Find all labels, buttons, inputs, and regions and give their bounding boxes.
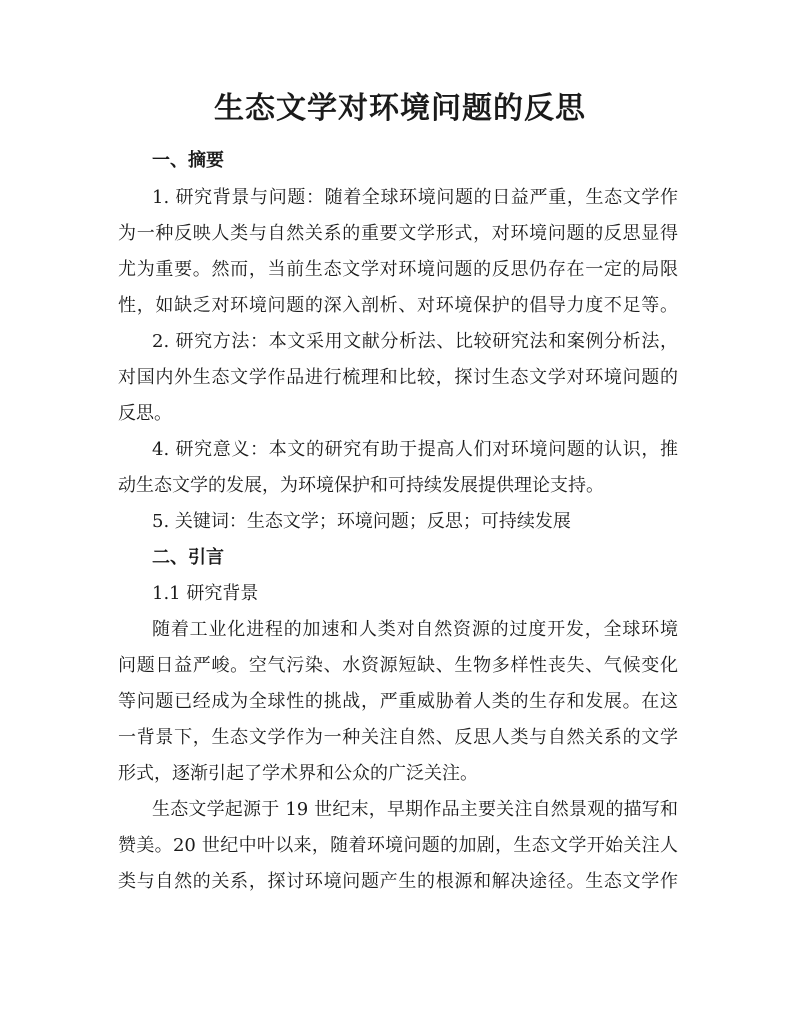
paragraph-line: 4. 研究意义：本文的研究有助于提高人们对环境问题的认识，推 — [152, 439, 678, 460]
paragraph-line: 2. 研究方法：本文采用文献分析法、比较研究法和案例分析法， — [152, 331, 678, 352]
paragraph-line: 一背景下，生态文学作为一种关注自然、反思人类与自然关系的文学 — [118, 727, 678, 748]
paragraph-line: 1. 研究背景与问题：随着全球环境问题的日益严重，生态文学作 — [152, 187, 678, 208]
paragraph-line: 性，如缺乏对环境问题的深入剖析、对环境保护的倡导力度不足等。 — [118, 295, 678, 316]
section-heading-abstract: 一、摘要 — [152, 150, 224, 171]
paragraph-line: 尤为重要。然而，当前生态文学对环境问题的反思仍存在一定的局限 — [118, 259, 678, 280]
subsection-heading: 1.1 研究背景 — [152, 583, 259, 604]
paragraph-line: 为一种反映人类与自然关系的重要文学形式，对环境问题的反思显得 — [118, 223, 678, 244]
keywords-line: 5. 关键词：生态文学；环境问题；反思；可持续发展 — [152, 511, 571, 532]
paragraph-line: 反思。 — [118, 403, 172, 424]
paragraph-line: 类与自然的关系，探讨环境问题产生的根源和解决途径。生态文学作 — [118, 871, 678, 892]
paragraph-line: 生态文学起源于 19 世纪末，早期作品主要关注自然景观的描写和 — [152, 799, 678, 820]
paragraph-line: 动生态文学的发展，为环境保护和可持续发展提供理论支持。 — [118, 475, 604, 496]
paragraph-line: 等问题已经成为全球性的挑战，严重威胁着人类的生存和发展。在这 — [118, 691, 678, 712]
section-heading-introduction: 二、引言 — [152, 547, 224, 568]
paragraph-line: 形式，逐渐引起了学术界和公众的广泛关注。 — [118, 763, 478, 784]
paragraph-line: 问题日益严峻。空气污染、水资源短缺、生物多样性丧失、气候变化 — [118, 655, 678, 676]
document-title: 生态文学对环境问题的反思 — [214, 91, 586, 126]
paragraph-line: 随着工业化进程的加速和人类对自然资源的过度开发，全球环境 — [152, 619, 678, 640]
paragraph-line: 赞美。20 世纪中叶以来，随着环境问题的加剧，生态文学开始关注人 — [118, 835, 678, 856]
paragraph-line: 对国内外生态文学作品进行梳理和比较，探讨生态文学对环境问题的 — [118, 367, 678, 388]
